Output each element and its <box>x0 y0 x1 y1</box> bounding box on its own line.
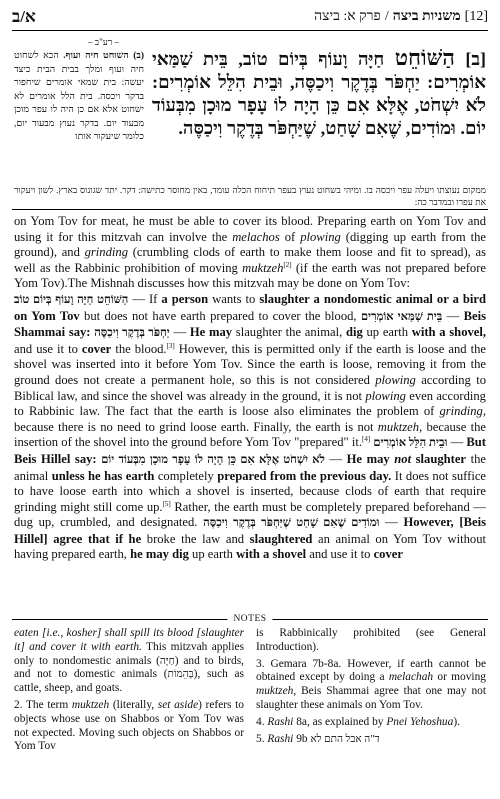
text-run: He may <box>346 451 395 466</box>
text-run: However, [Beis Hillel] agree that if he <box>14 515 486 546</box>
text-run: 3. Gemara 7b-8a. However, if earth cannot be obtained except by doing a <box>256 657 486 684</box>
text-run: a person <box>161 291 209 306</box>
text-run: muktzeh, <box>377 419 423 434</box>
text-run: He may <box>189 325 233 340</box>
text-run: (digging up earth from the ground), and <box>14 229 486 260</box>
hebrew-quote: וּבֵית הִלֵּל אוֹמְרִים <box>373 437 448 450</box>
text-run: broke the law and <box>141 531 250 546</box>
text-run: — <box>442 308 464 323</box>
running-title: [12] משניות ביצה / פרק א: ביצה <box>314 9 488 24</box>
tractate-title: משניות ביצה <box>392 9 461 24</box>
note-2-cont: is Rabbinically prohibited (see General Introduction). <box>256 627 486 653</box>
notes-left-column <box>14 627 244 757</box>
text-run: up earth <box>188 547 237 562</box>
note-3 <box>256 658 486 713</box>
text-run: בְּהֵמוֹת <box>167 669 194 681</box>
text-run: and use it to <box>306 547 374 562</box>
text-run: Rashi <box>267 715 294 728</box>
note-5 <box>256 733 486 747</box>
text-run: grinding <box>84 245 128 260</box>
text-run: However, this is permitted only if the earth is loose and the shovel was inserted into it before Yom Tov. Since the earth is loose, removing it from the ground does not create a permanent hole, so this is not considered <box>14 341 486 387</box>
text-run: completely <box>154 468 218 483</box>
mishnah-body: חַיָּה וָעוֹף בְּיוֹם טוֹב, בֵּית שַׁמַּאי אוֹמְרִים: יַחְפֹּר בְּדֶקֶר וִיכַסֶּה, וּבֵית הִלֵּל אוֹמְרִים: לֹא יִשְׁחֹט, אֶלָּא אִם כֵּן הָיָה לוֹ עָפָר מוּכָן מִבְּעוֹד יוֹם. וּמוֹדִים, שֶׁאִם שָׁחַט, שֶׁיַּחְפֹּר בְּדֶקֶר וִיכַסֶּה. <box>152 49 486 138</box>
text-run: of <box>279 229 301 244</box>
text-run: prepared from the previous day. <box>217 468 392 483</box>
text-run: ). <box>453 715 460 728</box>
text-run: — <box>324 451 347 466</box>
text-run: ד"ה אבל התם לא <box>310 733 380 745</box>
main-paragraph <box>14 292 486 563</box>
mishnah-first-word: הַשּׁוֹחֵט <box>394 45 455 70</box>
commentary-label: – רע"ב – <box>88 37 120 47</box>
note-1 <box>14 627 244 696</box>
footnote-ref[interactable]: [5] <box>162 499 171 508</box>
text-run: Rather, the earth must be completely prepared beforehand — dug up, crumbled, and designated. <box>14 499 486 530</box>
text-run: on Yom Tov for meat, he must be able to cover its blood. Preparing earth on Yom Tov and using it for this mitzvah can involve the <box>14 214 486 244</box>
text-run: cover <box>81 341 112 356</box>
text-run: even according to Rabbinic law. The fact that the earth is loose also eliminates the problem of <box>14 388 486 419</box>
text-run: But Beis Hillel say: <box>14 435 486 466</box>
hebrew-quote: הַשּׁוֹחֵט חַיָּה וָעוֹף בְּיוֹם טוֹב <box>14 293 129 306</box>
text-run: with a shovel, <box>411 325 487 340</box>
text-run: he may dig <box>130 547 189 562</box>
english-elucidation <box>14 214 486 563</box>
notes-right-column <box>256 627 486 757</box>
text-run: Pnei Yehoshua <box>386 715 454 728</box>
text-run: wants to <box>208 291 260 306</box>
bartenura-commentary <box>14 50 144 145</box>
text-run: slaughter <box>411 451 467 466</box>
text-run: plowing <box>300 229 341 244</box>
text-run: Beis Shammai say: <box>14 308 486 340</box>
text-run: ), such as cattle, sheep, and goats. <box>14 668 244 695</box>
text-run: (crumbling clods of earth to make them loose and fit to spread), as well as the Rabbinic prohibition of moving <box>14 245 486 275</box>
footnote-ref[interactable]: [4] <box>361 435 371 444</box>
note-4 <box>256 716 486 730</box>
text-run: muktzeh, <box>256 685 297 698</box>
chapter-title: פרק א: ביצה <box>314 9 381 24</box>
text-run: melachah <box>388 671 434 684</box>
text-run: 8a, as explained by <box>293 715 387 728</box>
text-run: plowing <box>375 372 416 387</box>
footnote-ref[interactable]: [2] <box>283 260 292 269</box>
text-run: 2. The term <box>14 698 72 711</box>
text-run: cover <box>373 547 403 562</box>
notes-divider <box>12 613 488 625</box>
text-run: Beis Shammai agree that one may not slaughter these animals on Yom Tov. <box>256 685 486 711</box>
hebrew-quote: יַחְפֹּר בְּדֶקֶר וִיכַסֶּה <box>94 327 170 340</box>
section-rule <box>12 209 488 210</box>
text-run: or moving <box>433 671 486 684</box>
folio-number: א/ב <box>12 7 36 26</box>
text-run: — If <box>128 291 162 306</box>
text-run: muktzeh <box>242 260 284 275</box>
text-run: the blood. <box>111 341 167 356</box>
text-run: — <box>447 435 467 450</box>
text-run: חַיָּה <box>159 655 175 667</box>
text-run: Rashi <box>267 732 294 745</box>
text-run: (if the earth was not prepared before Yom Tov).The Mishnah discusses how this mitzvah may be done on Yom Tov: <box>14 260 486 291</box>
text-run: but does not have earth prepared to cover the blood, <box>79 308 361 323</box>
text-run: 5. <box>256 732 268 745</box>
note-2 <box>14 699 244 754</box>
notes-label: NOTES <box>227 613 272 625</box>
text-run: because the insertion of the shovel into the ground before Yom Tov "prepared" it. <box>14 419 486 450</box>
text-run: with a shovel <box>236 547 307 562</box>
text-run: because there is no need to grind loose earth. Finally, the earth is not <box>14 419 378 434</box>
hebrew-quote: בֵּית שַׁמַּאי אוֹמְרִים <box>360 310 443 323</box>
text-run: not <box>394 451 412 466</box>
text-run: 4. <box>256 715 268 728</box>
intro-paragraph <box>14 214 486 292</box>
text-run: an animal on Yom Tov without having prepared earth, <box>14 531 486 562</box>
mishnah-text <box>152 46 486 140</box>
text-run: up earth <box>362 325 412 340</box>
text-run: — <box>169 325 190 340</box>
header-rule <box>12 30 488 31</box>
page-header <box>12 6 488 28</box>
text-run: (literally, <box>109 698 158 711</box>
text-run: ) refers to objects whose use on Shabbos or Yom Tov was not expected. Moving such objects on Shabbos or Yom Tov <box>14 698 244 753</box>
mishnah-number: [ב] <box>465 49 486 69</box>
text-run: slaughter the animal, <box>232 325 346 340</box>
text-run: This mitzvah applies only to nondomestic animals ( <box>14 640 245 667</box>
text-run: It does not suffice to have loose earth into which a shovel is inserted, because clods of earth that require grinding might still come up. <box>14 468 486 514</box>
page-number: [12] <box>464 9 488 24</box>
text-run: grinding, <box>439 404 486 419</box>
text-run: 9b <box>293 732 311 745</box>
commentary-text: הכא לשחוט חיה ועוף ומלך בבית הבית כיצד יעשה: בית שמאי אומרים שיחפור בדקר ויכסה. בית הלל אומרים לא ישחוט אלא אם כן היה לו עפר מוכן מבעוד יום. בדקר נעוץ מבעוד יום, כלומר שיעקור אותו <box>14 51 144 142</box>
footnote-ref[interactable]: [3] <box>166 341 175 350</box>
text-run: slaughter a nondomestic animal or a bird on Yom Tov <box>14 291 487 323</box>
text-run: according to Biblical law, and since the shovel was already in the ground, it is not <box>14 372 486 403</box>
text-run: dig <box>345 325 363 340</box>
text-run: slaughtered <box>249 531 313 546</box>
text-run: the animal <box>14 451 486 483</box>
hebrew-quote: לֹא יִשְׁחֹט אֶלָּא אִם כֵּן הָיָה לוֹ עָפָר מוּכָן מִבְּעוֹד יוֹם <box>101 453 325 466</box>
notes-section <box>14 627 486 757</box>
text-run: — <box>379 515 404 530</box>
commentary-lead: (ב) השוחט חיה ועוף. <box>63 51 144 61</box>
hebrew-footnote: ממקום נעוצתו ויעלה עפר ויכסה בו. ומיהי בשחוט נעוץ בעפר תיחוח הכלה עומד, באין מחוסר כתישה: דקר. יתד שגונוס בארץ. לשון ויעקור את עפרו ובמדבר כה: <box>14 185 486 207</box>
text-run: muktzeh <box>71 698 110 711</box>
text-run: plowing <box>365 388 406 403</box>
text-run: unless he has earth <box>51 468 155 483</box>
text-run: eaten [i.e., kosher] shall spill its blood [slaughter it] and cover it with earth. <box>14 627 244 653</box>
text-run: ) and to birds, and not to domestic animals ( <box>14 654 244 681</box>
text-run: set aside <box>157 698 199 711</box>
text-run: melachos <box>232 229 280 244</box>
text-run: and use it to <box>14 341 82 356</box>
hebrew-quote: וּמוֹדִים שֶׁאִם שָׁחַט שֶׁיַּחְפֹּר בְּדֶקֶר וִיכַסֶּה <box>203 517 380 530</box>
